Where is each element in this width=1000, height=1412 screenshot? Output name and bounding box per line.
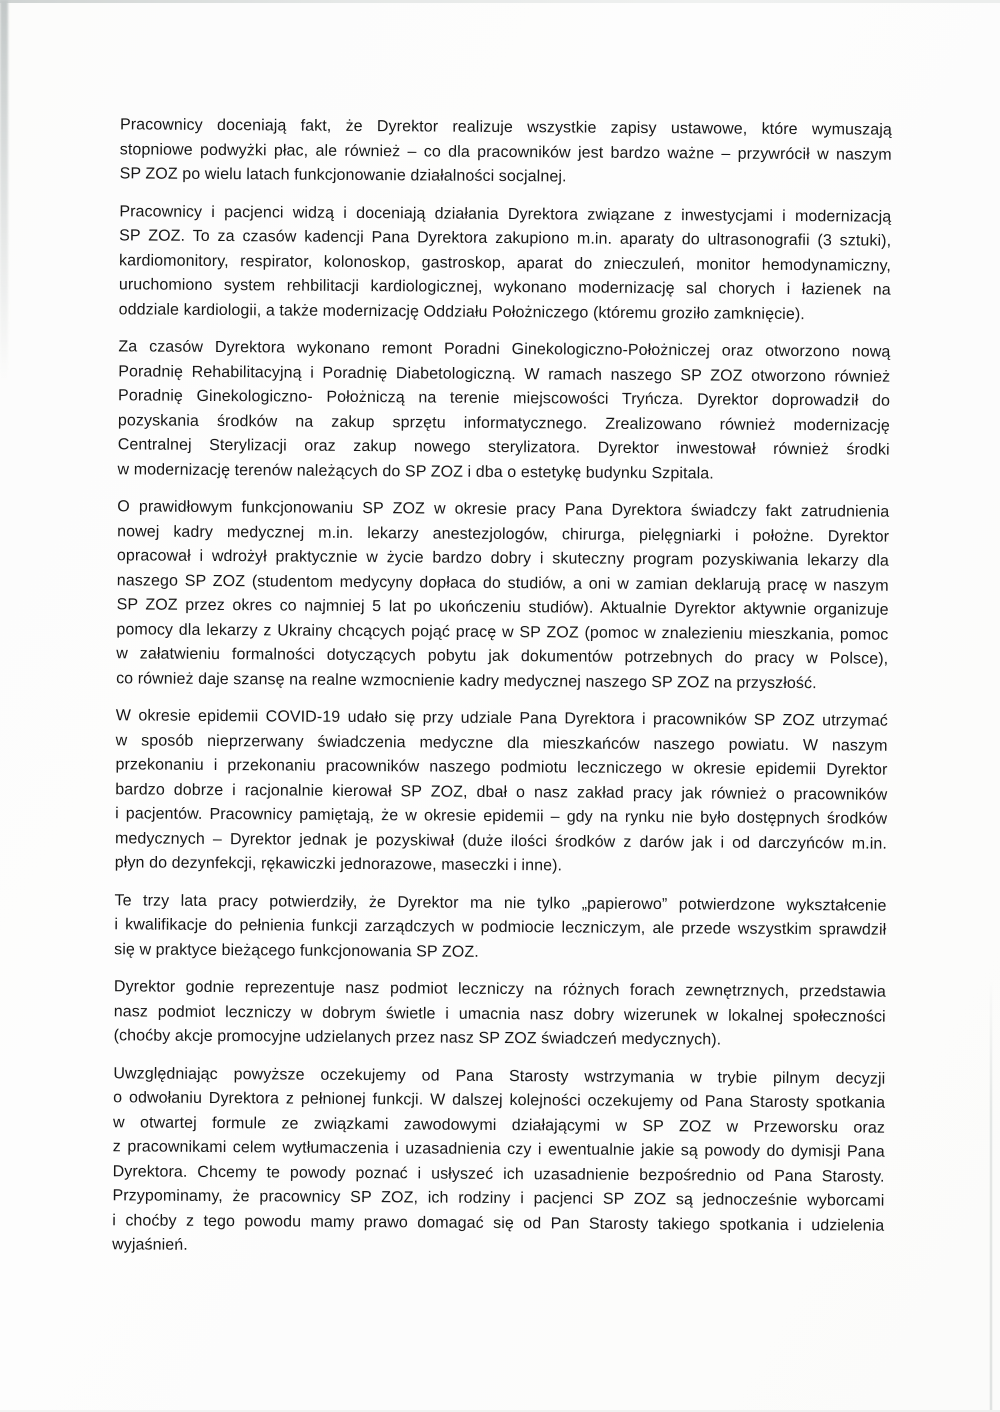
text-line: bardzo dobrze i racjonalnie kierował SP ZOZ, dbał o nasz zakład pracy jak również o pracowników — [115, 780, 888, 804]
paragraph — [112, 1062, 885, 1263]
text-line: O prawidłowym funkcjonowaniu SP ZOZ w okresie pracy Pana Dyrektora świadczy fakt zatrudnienia — [117, 498, 890, 521]
text-line: i choćby z tego powodu mamy prawo domagać się od Pan Starosty takiego spotkania i udzielenia — [112, 1211, 885, 1235]
text-line: nasz podmiot leczniczy w dobrym świetle i umacnia nasz dobry wizerunek w lokalnej społeczności — [113, 1002, 886, 1026]
text-line: pozyskania środków na zakup sprzętu informatycznego. Zrealizowano również modernizację — [117, 411, 890, 435]
text-line: Pracownicy doceniają fakt, że Dyrektor realizuje wszystkie zapisy ustawowe, które wymuszają — [119, 116, 893, 139]
text-line: Dyrektor godnie reprezentuje nasz podmiot leczniczy na różnych forach zewnętrznych, przedstawia — [113, 978, 886, 1001]
scan-line-right — [990, 980, 992, 1412]
text-line: medycznych – Dyrektor jednak je pozyskiwał (duże ilości środków z darów jak i od darczyńców m.in. — [114, 829, 888, 853]
text-line: opracował i wdrożył praktycznie w życie bardzo dobry i skuteczny program pozyskiwania lekarzy dla — [116, 547, 890, 570]
text-line: wyjaśnień. — [112, 1236, 188, 1254]
text-line: i pacjentów. Pracownicy pamiętają, że w okresie epidemii – gdy na rynku nie było dostępnych środków — [115, 805, 888, 828]
paragraph — [116, 495, 889, 696]
paragraph — [114, 975, 886, 1054]
text-line: w załatwieniu formalności dotyczących pobytu jak dokumentów potrzebnych do pracy w Polsce), — [116, 645, 889, 668]
text-line: naszego SP ZOZ (studentom medycyny dopłaca do studiów, a oni w zamian deklarują pracę w naszym — [116, 571, 889, 595]
text-line: z pracownikami celem wytłumaczenia i uzasadnienia czy i ewentualnie jakie są powody do dymisji Pana — [112, 1138, 885, 1161]
text-line: SP ZOZ po wielu latach funkcjonowanie działalności socjalnej. — [119, 165, 567, 186]
text-line: Pracownicy i pacjenci widzą i doceniają działania Dyrektora związane z inwestycjami i modernizacją — [119, 202, 892, 226]
text-line: w modernizację terenów należących do SP ZOZ i dba o estetykę budynku Szpitala. — [117, 460, 714, 482]
text-line: (choćby akcje promocyjne udzielanych przez nasz SP ZOZ świadczeń medycznych). — [113, 1027, 722, 1049]
text-line: w otwartej formule ze związkami zawodowymi działającymi w SP ZOZ w Przeworsku oraz — [112, 1113, 886, 1137]
text-line: Poradnię Rehabilitacyjną i Poradnię Diabetologiczną. W ramach naszego SP ZOZ otworzono również — [118, 362, 891, 386]
text-line: w sposób nieprzerwany świadczenia medyczne dla mieszkańców naszego powiatu. W naszym — [115, 731, 888, 755]
paragraph — [114, 889, 886, 968]
text-line: Centralnej Sterylizacji oraz zakup nowego sterylizatora. Dyrektor inwestował również środki — [117, 436, 890, 459]
text-line: kardiomonitory, respirator, kolonoskop, gastroskop, aparat do znieczuleń, monitor hemodynamiczny, — [118, 251, 892, 275]
text-line: Uwzględniając powyższe oczekujemy od Pana Starosty wstrzymania w trybie pilnym decyzji — [113, 1064, 886, 1088]
scan-edge-left — [0, 0, 8, 400]
text-line: Za czasów Dyrektora wykonano remont Poradni Ginekologiczno-Położniczej oraz otworzono nową — [118, 338, 891, 361]
scan-edge-top — [0, 0, 1000, 3]
text-line: i kwalifikacje do pełnienia funkcji zarządczych w podmiocie leczniczym, ale przede wszystkim sprawdził — [114, 916, 887, 939]
text-line: stopniowe podwyżki płac, ale również – co dla pracowników jest bardzo ważne – przywrócił w naszym — [119, 140, 892, 164]
text-line: Te trzy lata pracy potwierdziły, że Dyrektor ma nie tylko „papierowo” potwierdzone wykształcenie — [114, 891, 887, 915]
text-line: Przypominamy, że pracownicy SP ZOZ, ich rodziny i pacjenci SP ZOZ są jednocześnie wyborcami — [112, 1187, 885, 1210]
text-line: uruchomiono system rehbilitacji kardiologicznej, wykonano modernizację sal chorych i łazienek na — [118, 276, 891, 299]
paragraph — [115, 704, 888, 881]
text-line: oddziale kardiologii, a także modernizację Oddziału Położniczego (któremu groziło zamknięcie). — [118, 300, 805, 323]
text-line: Dyrektora. Chcemy te powody poznać i usłyszeć ich uzasadnienie bezpośrednio od Pana Starosty. — [112, 1162, 885, 1186]
text-line: przekonaniu i przekonaniu pracowników naszego podmiotu leczniczego w okresie epidemii Dyrektor — [115, 756, 888, 779]
text-line: Poradnię Ginekologiczno- Położniczą na terenie miejscowości Tryńcza. Dyrektor doprowadził do — [118, 387, 891, 410]
text-line: się w praktyce bieżącego funkcjonowania SP ZOZ. — [114, 940, 479, 961]
text-line: nowej kadry medycznej m.in. lekarzy anestezjologów, chirurga, pielęgniarki i położne. Dyrektor — [117, 522, 890, 546]
text-line: W okresie epidemii COVID-19 udało się przy udziale Pana Dyrektora i pracowników SP ZOZ utrzymać — [115, 707, 888, 730]
text-line: SP ZOZ. To za czasów kadencji Pana Dyrektora zakupiono m.in. aparaty do ultrasonografii (3 sztuki), — [119, 227, 892, 250]
letter-body — [112, 113, 892, 1276]
text-line: o odwołaniu Dyrektora z pełnionej funkcji. W dalszej kolejności oczekujemy od Pana Starosty spotkania — [113, 1089, 886, 1112]
text-line: płyn do dezynfekcji, rękawiczki jednorazowe, maseczki i inne). — [114, 854, 563, 875]
paragraph — [117, 335, 890, 487]
paragraph — [120, 113, 892, 192]
paragraph — [119, 200, 892, 328]
text-line: pomocy dla lekarzy z Ukrainy chcących pojąć pracę w SP ZOZ (pomoc w znalezieniu mieszkania, pomoc — [116, 620, 889, 644]
text-line: SP ZOZ przez okres co najmniej 5 lat po ukończeniu studiów). Aktualnie Dyrektor aktywnie organizuje — [116, 596, 889, 619]
text-line: co również daje szansę na realne wzmocnienie kadry medycznej naszego SP ZOZ na przyszłość. — [116, 669, 817, 692]
